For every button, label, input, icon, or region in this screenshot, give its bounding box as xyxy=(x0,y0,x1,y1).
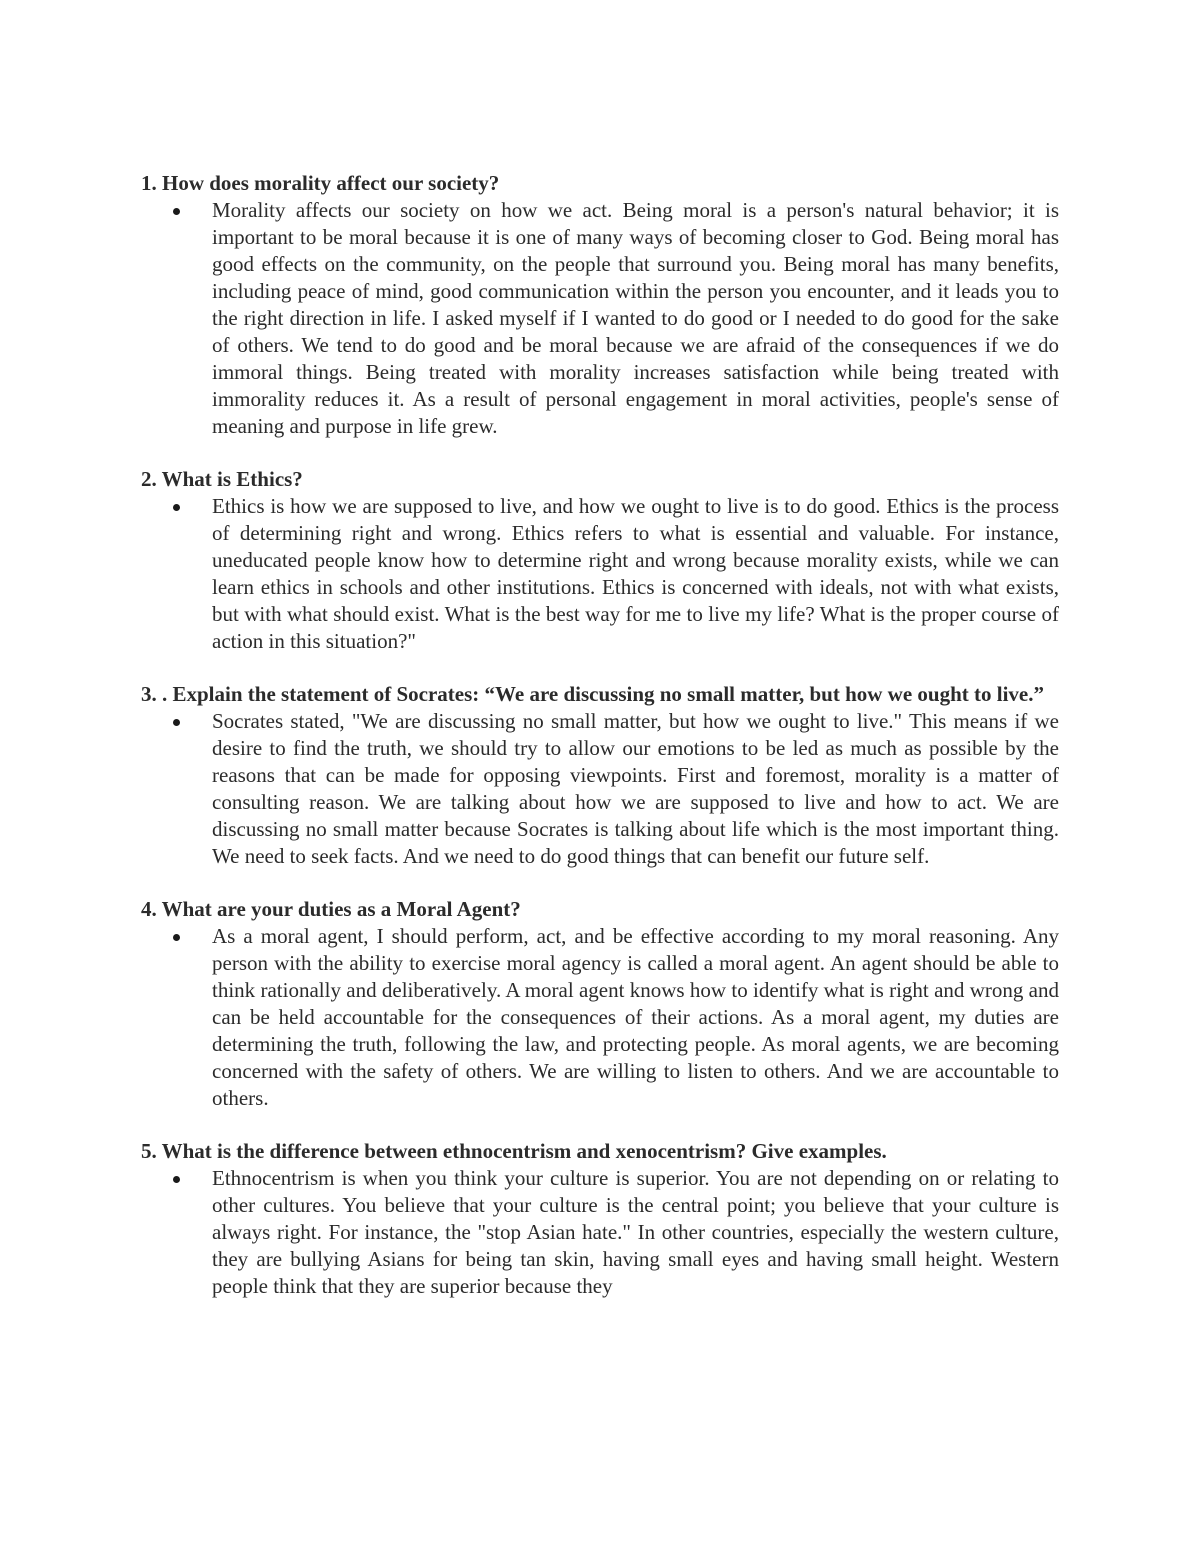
answer-3-list xyxy=(141,708,1059,870)
question-5-heading: 5. What is the difference between ethnocentrism and xenocentrism? Give examples. xyxy=(141,1139,887,1163)
question-4-heading: 4. What are your duties as a Moral Agent? xyxy=(141,897,521,921)
answer-5-item xyxy=(141,1165,1059,1300)
answer-2-item xyxy=(141,493,1059,655)
bullet-icon xyxy=(173,1176,180,1183)
answer-4-item xyxy=(141,923,1059,1112)
answer-1-text: Morality affects our society on how we act. Being moral is a person's natural behavior; it is important to be moral because it is one of many ways of becoming closer to God. Being moral has good effects on the community, on the people that surround you. Being moral has many benefits, including peace of mind, good communication within the person you encounter, and it leads you to the right direction in life. I asked myself if I wanted to do good or I needed to do good for the sake of others. We tend to do good and be moral because we are afraid of the consequences if we do immoral things. Being treated with morality increases satisfaction while being treated with immorality reduces it. As a result of personal engagement in moral activities, people's sense of meaning and purpose in life grew. xyxy=(212,198,1059,438)
answer-5-text: Ethnocentrism is when you think your culture is superior. You are not depending on or relating to other cultures. You believe that your culture is the central point; you believe that your culture is always right. For instance, the "stop Asian hate." In other countries, especially the western culture, they are bullying Asians for being tan skin, having small eyes and having small height. Western people think that they are superior because they xyxy=(212,1166,1059,1298)
bullet-icon xyxy=(173,934,180,941)
answer-1-list xyxy=(141,197,1059,440)
answer-5-list xyxy=(141,1165,1059,1300)
answer-3-text: Socrates stated, "We are discussing no small matter, but how we ought to live." This means if we desire to find the truth, we should try to allow our emotions to be led as much as possible by the reasons that can be made for opposing viewpoints. First and foremost, morality is a matter of consulting reason. We are talking about how we are supposed to live and how to act. We are discussing no small matter because Socrates is talking about life which is the most important thing. We need to seek facts. And we need to do good things that can benefit our future self. xyxy=(212,709,1059,868)
question-1-heading: 1. How does morality affect our society? xyxy=(141,171,500,195)
answer-4-list xyxy=(141,923,1059,1112)
answer-1-item xyxy=(141,197,1059,440)
bullet-icon xyxy=(173,504,180,511)
bullet-icon xyxy=(173,208,180,215)
bullet-icon xyxy=(173,719,180,726)
answer-2-list xyxy=(141,493,1059,655)
answer-2-text: Ethics is how we are supposed to live, and how we ought to live is to do good. Ethics is the process of determining right and wrong. Ethics refers to what is essential and valuable. For instance, uneducated people know how to determine right and wrong because morality exists, while we can learn ethics in schools and other institutions. Ethics is concerned with ideals, not with what exists, but with what should exist. What is the best way for me to live my life? What is the proper course of action in this situation?" xyxy=(212,494,1059,653)
document-page xyxy=(141,170,1059,1326)
answer-3-item xyxy=(141,708,1059,870)
question-2-heading: 2. What is Ethics? xyxy=(141,467,303,491)
question-3-heading: 3. . Explain the statement of Socrates: “We are discussing no small matter, but how we ought to live.” xyxy=(141,682,1044,706)
answer-4-text: As a moral agent, I should perform, act, and be effective according to my moral reasoning. Any person with the ability to exercise moral agency is called a moral agent. An agent should be able to think rationally and deliberatively. A moral agent knows how to identify what is right and wrong and can be held accountable for the consequences of their actions. As a moral agent, my duties are determining the truth, following the law, and protecting people. As moral agents, we are becoming concerned with the safety of others. We are willing to listen to others. And we are accountable to others. xyxy=(212,924,1059,1110)
